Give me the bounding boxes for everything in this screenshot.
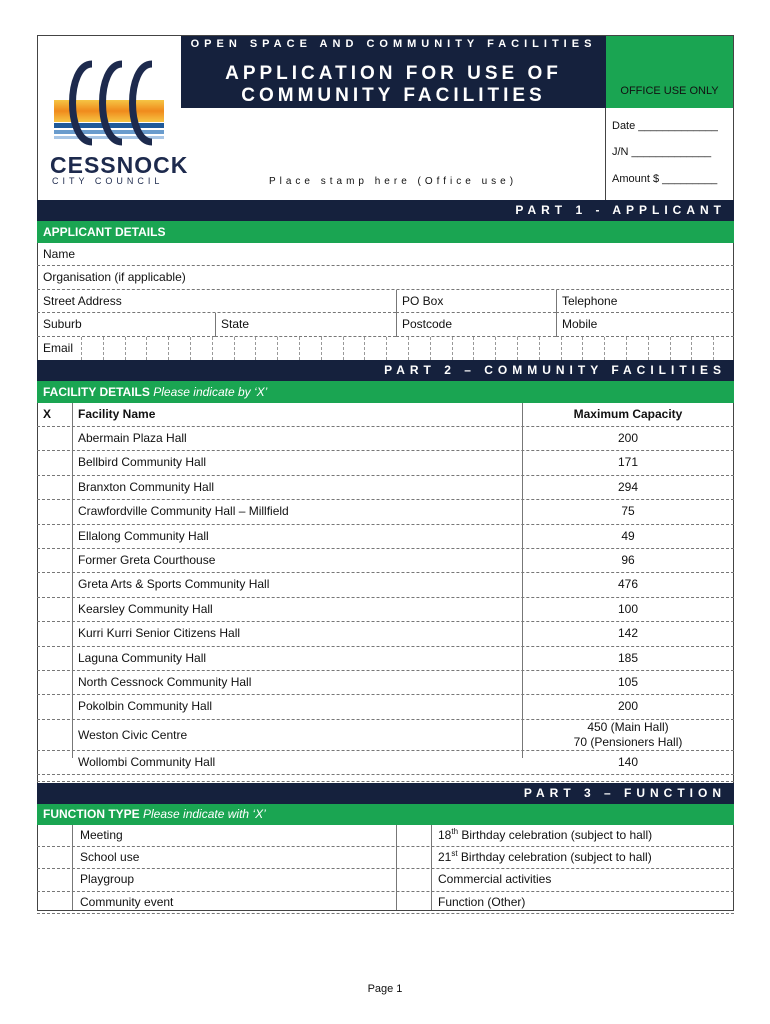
facility-row	[37, 695, 734, 719]
function-select-box[interactable]	[37, 869, 72, 890]
facility-capacity	[522, 695, 734, 718]
function-select-box[interactable]	[396, 847, 431, 868]
capacity-value: 200	[617, 699, 639, 714]
email-char-box[interactable]	[582, 337, 583, 360]
facility-name: Bellbird Community Hall	[78, 455, 207, 470]
facility-details-hint: Please indicate by ‘X’	[153, 385, 268, 399]
function-option: Community event	[80, 894, 174, 909]
function-option-text: 18	[438, 828, 452, 842]
facility-select-box[interactable]	[37, 549, 72, 572]
function-row	[37, 869, 734, 891]
ordinal-suffix: st	[451, 849, 458, 859]
facility-row	[37, 671, 734, 695]
facility-capacity	[522, 451, 734, 474]
facility-row	[37, 476, 734, 500]
facility-rows	[37, 427, 734, 775]
facility-capacity	[522, 525, 734, 548]
facility-capacity	[522, 720, 734, 750]
function-type-hint: Please indicate with ‘X’	[143, 807, 266, 821]
function-row	[37, 847, 734, 869]
council-logo	[44, 50, 189, 190]
facility-select-box[interactable]	[37, 573, 72, 596]
capacity-value: 200	[617, 431, 639, 445]
col-x-header: X	[43, 407, 52, 421]
title-line-2: COMMUNITY FACILITIES	[241, 85, 546, 106]
capacity-value: 96	[621, 552, 635, 567]
logo-graphic	[44, 50, 174, 160]
function-option: School use	[80, 850, 140, 865]
facility-select-box[interactable]	[37, 695, 72, 718]
applicant-details-bar: APPLICANT DETAILS	[37, 221, 734, 243]
capacity-value: 49	[621, 528, 635, 543]
page-number: Page 1	[367, 983, 403, 995]
street-address-field[interactable]: Street Address	[37, 290, 396, 313]
facility-capacity	[522, 622, 734, 645]
title-line-1: APPLICATION FOR USE OF	[225, 63, 562, 84]
function-select-box[interactable]	[396, 892, 431, 913]
facility-row	[37, 573, 734, 597]
email-char-box[interactable]	[103, 337, 104, 360]
facility-capacity	[522, 573, 734, 596]
facility-name: Crawfordville Community Hall – Millfield	[78, 504, 289, 519]
function-row	[37, 825, 734, 847]
facility-row	[37, 598, 734, 622]
facility-row	[37, 751, 734, 775]
email-char-box[interactable]	[670, 337, 671, 360]
facility-name: Kearsley Community Hall	[78, 601, 213, 616]
facility-select-box[interactable]	[37, 525, 72, 548]
function-option-text: 21	[438, 850, 452, 865]
divider	[72, 403, 73, 758]
facility-row	[37, 622, 734, 646]
email-char-box[interactable]	[255, 337, 256, 360]
function-select-box[interactable]	[37, 825, 72, 846]
email-char-box[interactable]	[299, 337, 300, 360]
office-jn[interactable]: J/N _____________	[612, 146, 712, 158]
function-option	[438, 892, 525, 913]
name-field[interactable]: Name	[37, 243, 734, 266]
email-char-box[interactable]	[452, 337, 453, 360]
state-field[interactable]: State	[215, 313, 396, 337]
capacity-value: 105	[617, 674, 639, 689]
divider	[431, 825, 432, 910]
function-option: Playgroup	[80, 872, 135, 887]
capacity-value: 450 (Main Hall)	[587, 719, 669, 734]
email-char-box[interactable]	[234, 337, 235, 360]
postcode-field[interactable]: Postcode	[396, 313, 556, 337]
function-option-text: Function (Other)	[438, 894, 526, 909]
divider	[215, 313, 216, 337]
email-char-box[interactable]	[495, 337, 496, 360]
facility-capacity	[522, 476, 734, 499]
office-amount[interactable]: Amount $ _________	[612, 173, 718, 185]
email-char-box[interactable]	[168, 337, 169, 360]
facility-capacity	[522, 427, 734, 450]
capacity-value-secondary: 70 (Pensioners Hall)	[573, 734, 683, 749]
facility-name: Greta Arts & Sports Community Hall	[78, 577, 270, 592]
facility-row	[37, 427, 734, 451]
email-char-box[interactable]	[473, 337, 474, 360]
facility-select-box[interactable]	[37, 500, 72, 523]
divider	[556, 290, 557, 337]
divider	[396, 290, 397, 337]
office-use-box	[606, 36, 733, 108]
facility-row	[37, 720, 734, 751]
facility-table	[37, 403, 734, 775]
email-char-box[interactable]	[146, 337, 147, 360]
logo-subtitle: CITY COUNCIL	[52, 176, 164, 186]
email-char-box[interactable]	[430, 337, 431, 360]
title-block	[181, 52, 606, 108]
stamp-area[interactable]	[181, 108, 606, 200]
capacity-value: 75	[621, 504, 635, 519]
function-select-box[interactable]	[396, 869, 431, 890]
email-label: Email	[43, 341, 74, 355]
facility-row	[37, 525, 734, 549]
part3-heading: PART 3 – FUNCTION	[37, 783, 734, 804]
col-capacity-header: Maximum Capacity	[573, 407, 683, 421]
function-select-box[interactable]	[396, 825, 431, 846]
function-option-text: Birthday celebration (subject to hall)	[457, 850, 652, 865]
telephone-field[interactable]: Telephone	[556, 290, 734, 313]
facility-capacity	[522, 549, 734, 572]
facility-capacity	[522, 751, 734, 774]
divider	[72, 825, 73, 910]
facility-capacity	[522, 671, 734, 694]
email-char-box[interactable]	[343, 337, 344, 360]
email-char-box[interactable]	[81, 337, 82, 360]
suburb-field[interactable]: Suburb	[37, 313, 215, 337]
email-char-box[interactable]	[125, 337, 126, 360]
facility-select-box[interactable]	[37, 622, 72, 645]
email-char-box[interactable]	[713, 337, 714, 360]
email-char-boxes[interactable]	[81, 337, 734, 360]
capacity-value: 140	[617, 754, 639, 769]
office-date[interactable]: Date _____________	[612, 120, 718, 132]
facility-name: Kurri Kurri Senior Citizens Hall	[78, 626, 241, 641]
function-option	[438, 825, 652, 846]
facility-row	[37, 549, 734, 573]
facility-select-box[interactable]	[37, 598, 72, 621]
email-char-box[interactable]	[190, 337, 191, 360]
facility-select-box[interactable]	[37, 427, 72, 450]
email-char-box[interactable]	[408, 337, 409, 360]
email-char-box[interactable]	[626, 337, 627, 360]
facility-table-bottom	[37, 781, 734, 782]
divider	[396, 825, 397, 910]
facility-name: Abermain Plaza Hall	[78, 431, 187, 445]
part1-heading: PART 1 - APPLICANT	[37, 200, 734, 221]
office-use-label: OFFICE USE ONLY	[620, 85, 719, 97]
top-banner: OPEN SPACE AND COMMUNITY FACILITIES	[181, 36, 606, 52]
facility-details-bar	[37, 381, 734, 403]
facility-select-box[interactable]	[37, 751, 72, 774]
function-option-text: Birthday celebration (subject to hall)	[458, 828, 653, 842]
facility-name: Pokolbin Community Hall	[78, 699, 213, 714]
email-char-box[interactable]	[604, 337, 605, 360]
facility-header-row	[37, 403, 734, 427]
email-char-box[interactable]	[386, 337, 387, 360]
facility-name: Ellalong Community Hall	[78, 528, 209, 543]
organisation-field[interactable]: Organisation (if applicable)	[37, 266, 734, 290]
facility-row	[37, 451, 734, 475]
facility-details-title: FACILITY DETAILS	[43, 385, 150, 399]
facility-name: Laguna Community Hall	[78, 650, 207, 665]
facility-name: Wollombi Community Hall	[78, 754, 216, 769]
capacity-value: 171	[617, 455, 639, 470]
function-type-title: FUNCTION TYPE	[43, 807, 140, 821]
ordinal-suffix: th	[451, 827, 459, 836]
email-char-box[interactable]	[691, 337, 692, 360]
function-option	[438, 847, 652, 868]
facility-select-box[interactable]	[37, 476, 72, 499]
facility-row	[37, 500, 734, 524]
divider	[522, 403, 523, 758]
capacity-value: 185	[617, 650, 639, 665]
logo-name: CESSNOCK	[50, 152, 189, 178]
function-select-box[interactable]	[37, 892, 72, 913]
function-rows	[37, 825, 734, 914]
stamp-text: Place stamp here (Office use)	[268, 176, 518, 187]
facility-name: Branxton Community Hall	[78, 479, 215, 494]
col-facility-header: Facility Name	[78, 407, 156, 421]
capacity-value: 142	[617, 626, 639, 641]
facility-row	[37, 647, 734, 671]
email-char-box[interactable]	[517, 337, 518, 360]
facility-capacity	[522, 500, 734, 523]
capacity-value: 294	[617, 479, 639, 494]
facility-select-box[interactable]	[37, 720, 72, 750]
facility-name: Weston Civic Centre	[78, 727, 188, 742]
function-option-text: Commercial activities	[438, 872, 552, 887]
function-option	[438, 869, 551, 890]
facility-name: Former Greta Courthouse	[78, 552, 216, 567]
part2-heading: PART 2 – COMMUNITY FACILITIES	[37, 360, 734, 381]
po-box-field[interactable]: PO Box	[396, 290, 556, 313]
function-select-box[interactable]	[37, 847, 72, 868]
mobile-field[interactable]: Mobile	[556, 313, 734, 337]
facility-select-box[interactable]	[37, 647, 72, 670]
email-char-box[interactable]	[648, 337, 649, 360]
facility-capacity	[522, 598, 734, 621]
capacity-value: 100	[617, 601, 639, 616]
email-char-box[interactable]	[212, 337, 213, 360]
email-char-box[interactable]	[364, 337, 365, 360]
function-row	[37, 892, 734, 914]
facility-name: North Cessnock Community Hall	[78, 674, 252, 689]
email-char-box[interactable]	[321, 337, 322, 360]
email-char-box[interactable]	[277, 337, 278, 360]
email-char-box[interactable]	[561, 337, 562, 360]
function-type-bar	[37, 804, 734, 825]
facility-select-box[interactable]	[37, 671, 72, 694]
function-option: Meeting	[80, 828, 123, 842]
email-char-box[interactable]	[539, 337, 540, 360]
facility-select-box[interactable]	[37, 451, 72, 474]
capacity-value: 476	[617, 577, 639, 592]
facility-capacity	[522, 647, 734, 670]
